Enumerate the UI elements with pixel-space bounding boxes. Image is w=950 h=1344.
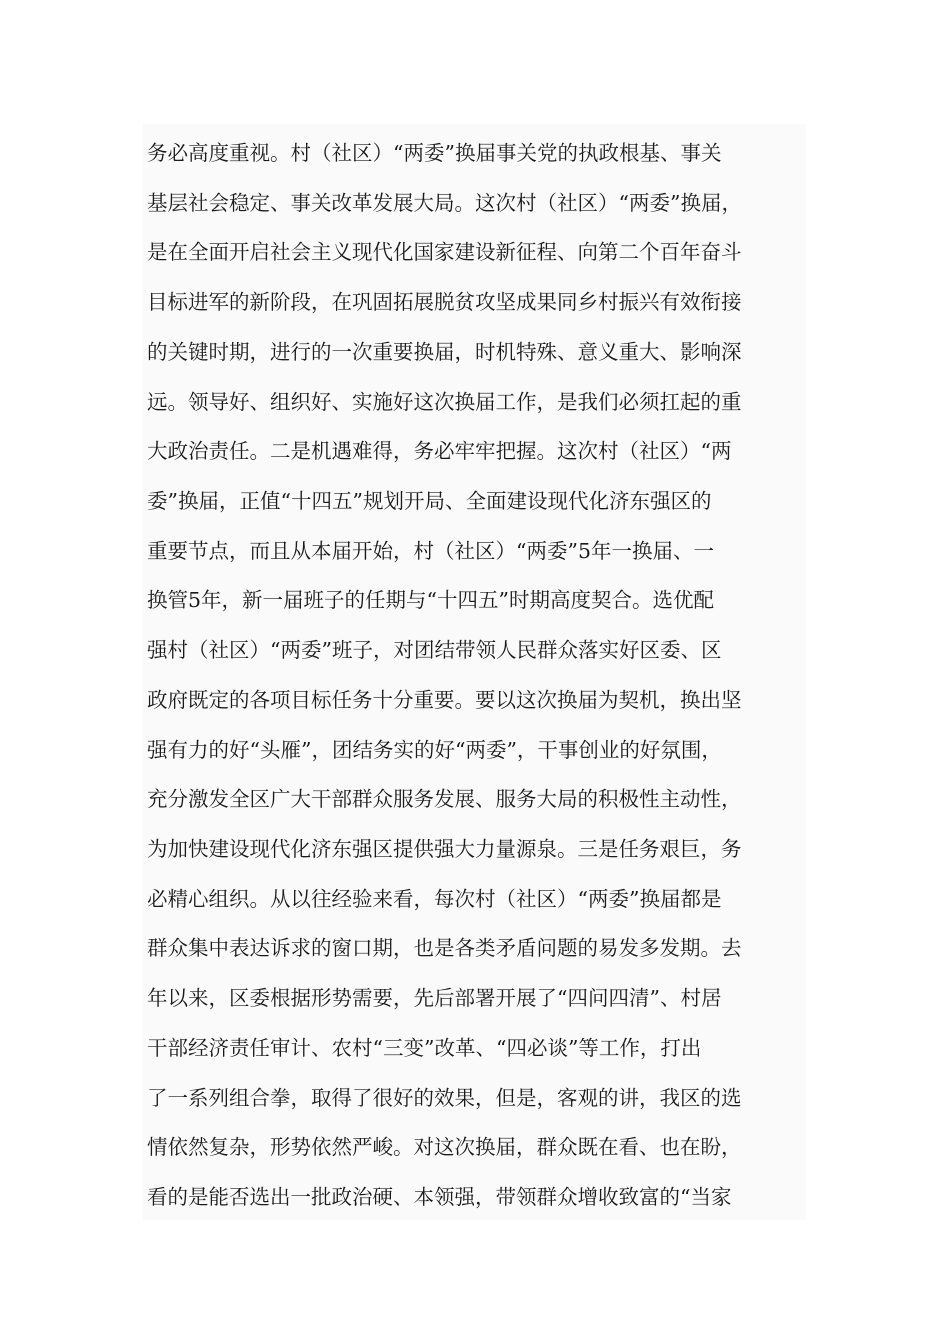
text-line: 看的是能否选出一批政治硬、本领强，带领群众增收致富的“当家 [147, 1185, 732, 1209]
text-line: 了一系列组合拳，取得了很好的效果，但是，客观的讲，我区的选 [147, 1086, 742, 1110]
text-line: 是在全面开启社会主义现代化国家建设新征程、向第二个百年奋斗 [147, 240, 742, 264]
text-line: 目标进军的新阶段，在巩固拓展脱贫攻坚成果同乡村振兴有效衔接 [147, 290, 742, 314]
text-line: 必精心组织。从以往经验来看，每次村（社区）“两委”换届都是 [147, 887, 722, 911]
text-line: 群众集中表达诉求的窗口期，也是各类矛盾问题的易发多发期。去 [147, 936, 742, 960]
text-line: 换管5年，新一届班子的任期与“十四五”时期高度契合。选优配 [147, 588, 715, 612]
text-line: 情依然复杂，形势依然严峻。对这次换届，群众既在看、也在盼， [147, 1135, 742, 1159]
text-line: 基层社会稳定、事关改革发展大局。这次村（社区）“两委”换届， [147, 191, 742, 215]
text-line: 的关键时期，进行的一次重要换届，时机特殊、意义重大、影响深 [147, 340, 742, 364]
text-line: 委”换届，正值“十四五”规划开局、全面建设现代化济东强区的 [147, 489, 712, 513]
text-line: 强村（社区）“两委”班子，对团结带领人民群众落实好区委、区 [147, 638, 722, 662]
text-line: 务必高度重视。村（社区）“两委”换届事关党的执政根基、事关 [147, 141, 722, 165]
body-text [143, 124, 806, 1220]
text-line: 大政治责任。二是机遇难得，务必牢牢把握。这次村（社区）“两 [147, 439, 732, 463]
text-line: 充分激发全区广大干部群众服务发展、服务大局的积极性主动性， [147, 787, 742, 811]
text-line: 政府既定的各项目标任务十分重要。要以这次换届为契机，换出坚 [147, 688, 742, 712]
text-line: 为加快建设现代化济东强区提供强大力量源泉。三是任务艰巨，务 [147, 837, 742, 861]
text-line: 干部经济责任审计、农村“三变”改革、“四必谈”等工作，打出 [147, 1036, 702, 1060]
text-line: 强有力的好“头雁”，团结务实的好“两委”，干事创业的好氛围， [147, 738, 722, 762]
text-line: 重要节点，而且从本届开始，村（社区）“两委”5年一换届、一 [147, 539, 715, 563]
text-line: 远。领导好、组织好、实施好这次换届工作，是我们必须扛起的重 [147, 390, 742, 414]
text-line: 年以来，区委根据形势需要，先后部署开展了“四问四清”、村居 [147, 986, 722, 1010]
